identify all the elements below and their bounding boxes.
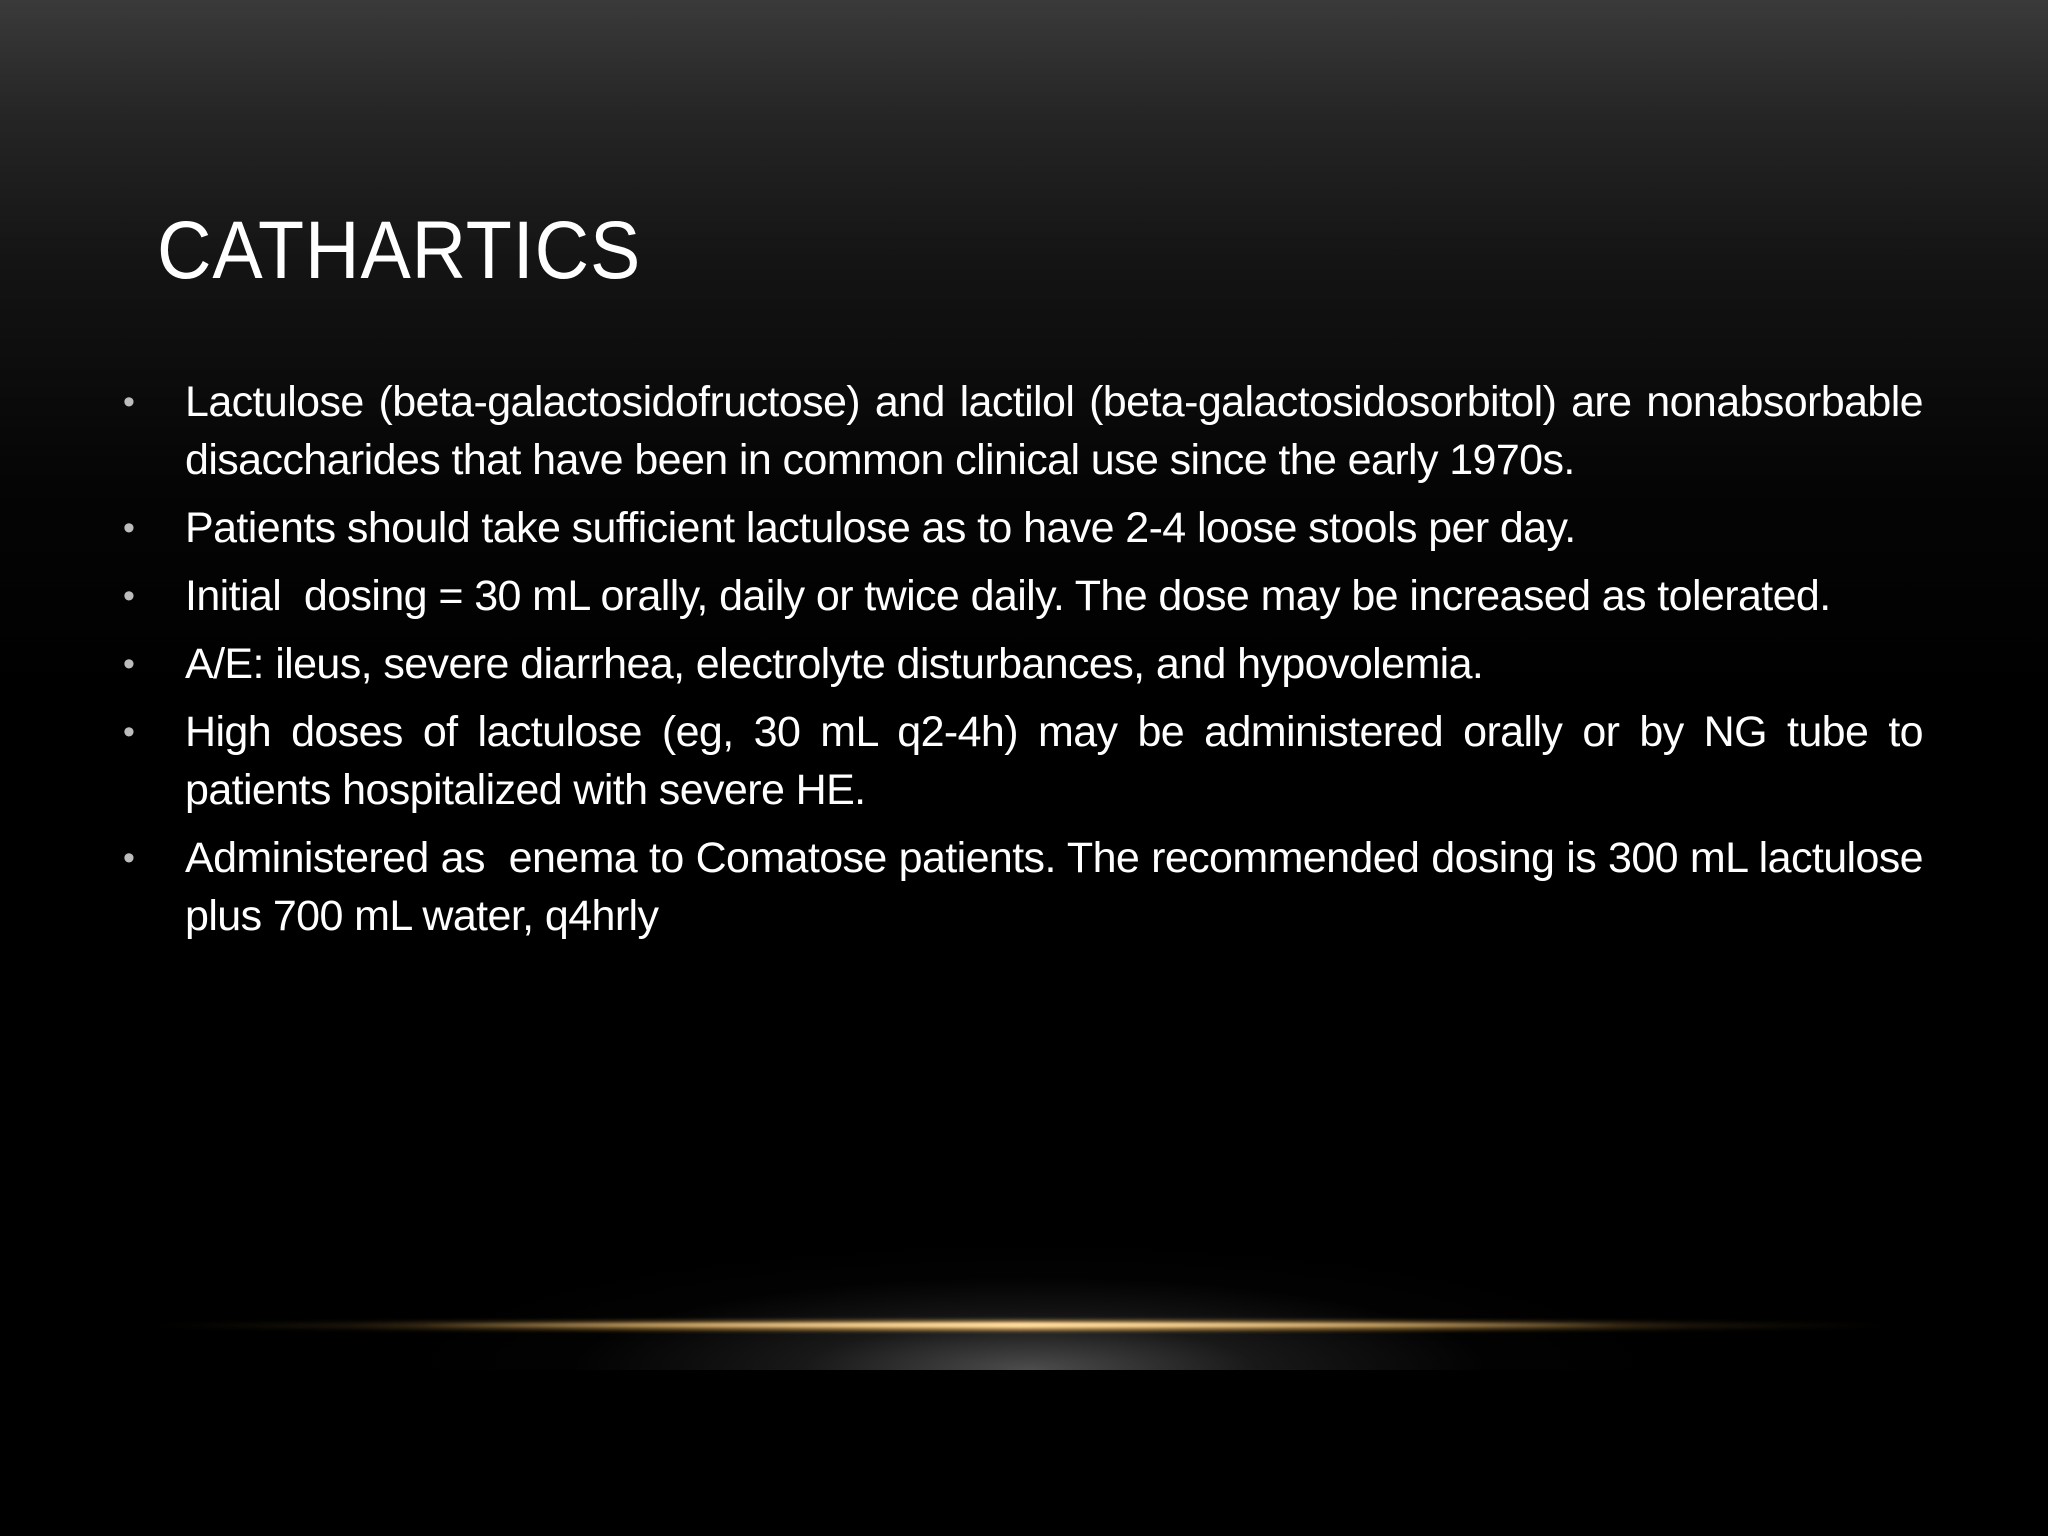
bullet-marker: •: [123, 645, 135, 683]
bullet-text: Patients should take sufficient lactulose as to have 2-4 loose stools per day.: [185, 504, 1576, 552]
bullet-text: A/E: ileus, severe diarrhea, electrolyte disturbances, and hypovolemia.: [185, 640, 1484, 688]
bullet-item: [121, 635, 1923, 693]
bullet-text: Administered as enema to Comatose patients. The recommended dosing is 300 mL lactulose plus 700 mL water, q4hrly: [185, 834, 1935, 940]
decorative-glow-core: [420, 1323, 1620, 1327]
slide-title: CATHARTICS: [157, 205, 642, 296]
bullet-marker: •: [123, 509, 135, 547]
bullet-list: [121, 373, 1935, 955]
bullet-text: Lactulose (beta-galactosidofructose) and lactilol (beta-galactosidosorbitol) are nonabsorbable disaccharides that have been in common clinical use since the early 1970s.: [185, 378, 1923, 484]
bullet-item: [121, 703, 1923, 819]
bullet-marker: •: [123, 839, 135, 877]
decorative-glow-haze: [380, 1130, 1680, 1370]
bullet-item: [121, 499, 1923, 557]
bullet-item: [121, 373, 1923, 489]
bullet-item: [121, 567, 1923, 625]
bullet-text: High doses of lactulose (eg, 30 mL q2-4h) may be administered orally or by NG tube to patients hospitalized with severe HE.: [185, 708, 1923, 814]
bullet-text: Initial dosing = 30 mL orally, daily or twice daily. The dose may be increased as tolerated.: [185, 572, 1831, 620]
bullet-marker: •: [123, 577, 135, 615]
bullet-marker: •: [123, 713, 135, 751]
bullet-marker: •: [123, 383, 135, 421]
bullet-item: [121, 829, 1935, 945]
